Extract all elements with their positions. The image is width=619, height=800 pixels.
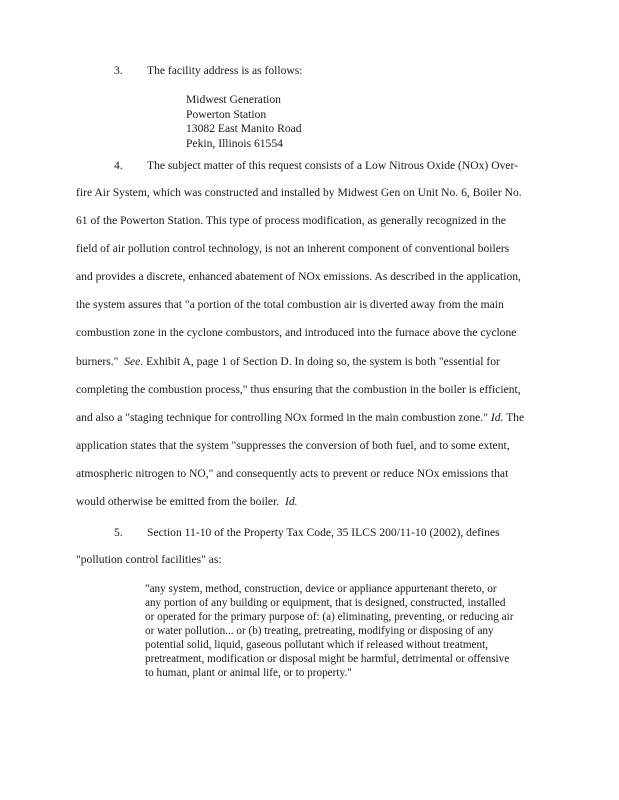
address-line: Midwest Generation	[186, 93, 281, 106]
quote-line: any portion of any building or equipment, that is designed, constructed, installed	[145, 597, 506, 609]
item-4-line: field of air pollution control technology, is not an inherent component of conventional boilers	[76, 242, 510, 255]
quote-line: "any system, method, construction, device or appliance appurtenant thereto, or	[145, 583, 497, 595]
item-4-line: burners." See. Exhibit A, page 1 of Section D. In doing so, the system is both "essential for	[76, 355, 500, 368]
citation-signal: See	[124, 355, 141, 368]
item-4-line: fire Air System, which was constructed and installed by Midwest Gen on Unit No. 6, Boiler No.	[76, 186, 522, 199]
facility-address	[186, 93, 302, 151]
item-4-line: and also a "staging technique for controlling NOx formed in the main combustion zone." Id. The	[76, 411, 525, 424]
statutory-quote	[145, 582, 565, 680]
item-4-line: application states that the system "suppresses the conversion of both fuel, and to some extent,	[76, 439, 510, 452]
quote-line: or water pollution... or (b) treating, pretreating, modifying or disposing of any	[145, 625, 494, 637]
paragraph-number-5: 5.	[114, 526, 123, 539]
item-4-line: completing the combustion process," thus ensuring that the combustion in the boiler is efficient,	[76, 383, 521, 396]
item-4-line: The subject matter of this request consists of a Low Nitrous Oxide (NOx) Over-	[147, 159, 518, 172]
item-3-text: The facility address is as follows:	[147, 64, 303, 77]
item-5-line: Section 11-10 of the Property Tax Code, 35 ILCS 200/11-10 (2002), defines	[147, 526, 500, 539]
quote-line: potential solid, liquid, gaseous pollutant which if released without treatment,	[145, 639, 489, 651]
item-4-line: and provides a discrete, enhanced abatement of NOx emissions. As described in the application,	[76, 270, 521, 283]
paragraph-number-4: 4.	[114, 159, 123, 172]
item-4-line: 61 of the Powerton Station. This type of process modification, as generally recognized in the	[76, 214, 506, 227]
item-4-line: would otherwise be emitted from the boiler. Id.	[76, 495, 298, 508]
quote-line: to human, plant or animal life, or to property."	[145, 667, 352, 679]
paragraph-number-3: 3.	[114, 64, 123, 77]
quote-line: or operated for the primary purpose of: (a) eliminating, preventing, or reducing air	[145, 611, 514, 623]
item-4-line: combustion zone in the cyclone combustors, and introduced into the furnace above the cyclone	[76, 326, 517, 339]
quote-line: pretreatment, modification or disposal might be harmful, detrimental or offensive	[145, 653, 510, 665]
citation-signal: Id.	[490, 411, 504, 424]
item-4-line: atmospheric nitrogen to NO," and consequently acts to prevent or reduce NOx emissions that	[76, 467, 509, 480]
address-line: Powerton Station	[186, 107, 267, 121]
item-5-line: "pollution control facilities" as:	[76, 553, 222, 566]
address-line: 13082 East Manito Road	[186, 122, 302, 135]
item-4-line: the system assures that "a portion of the total combustion air is diverted away from the main	[76, 298, 504, 311]
citation-signal: Id.	[284, 495, 298, 508]
address-line: Pekin, Illinois 61554	[186, 136, 283, 150]
